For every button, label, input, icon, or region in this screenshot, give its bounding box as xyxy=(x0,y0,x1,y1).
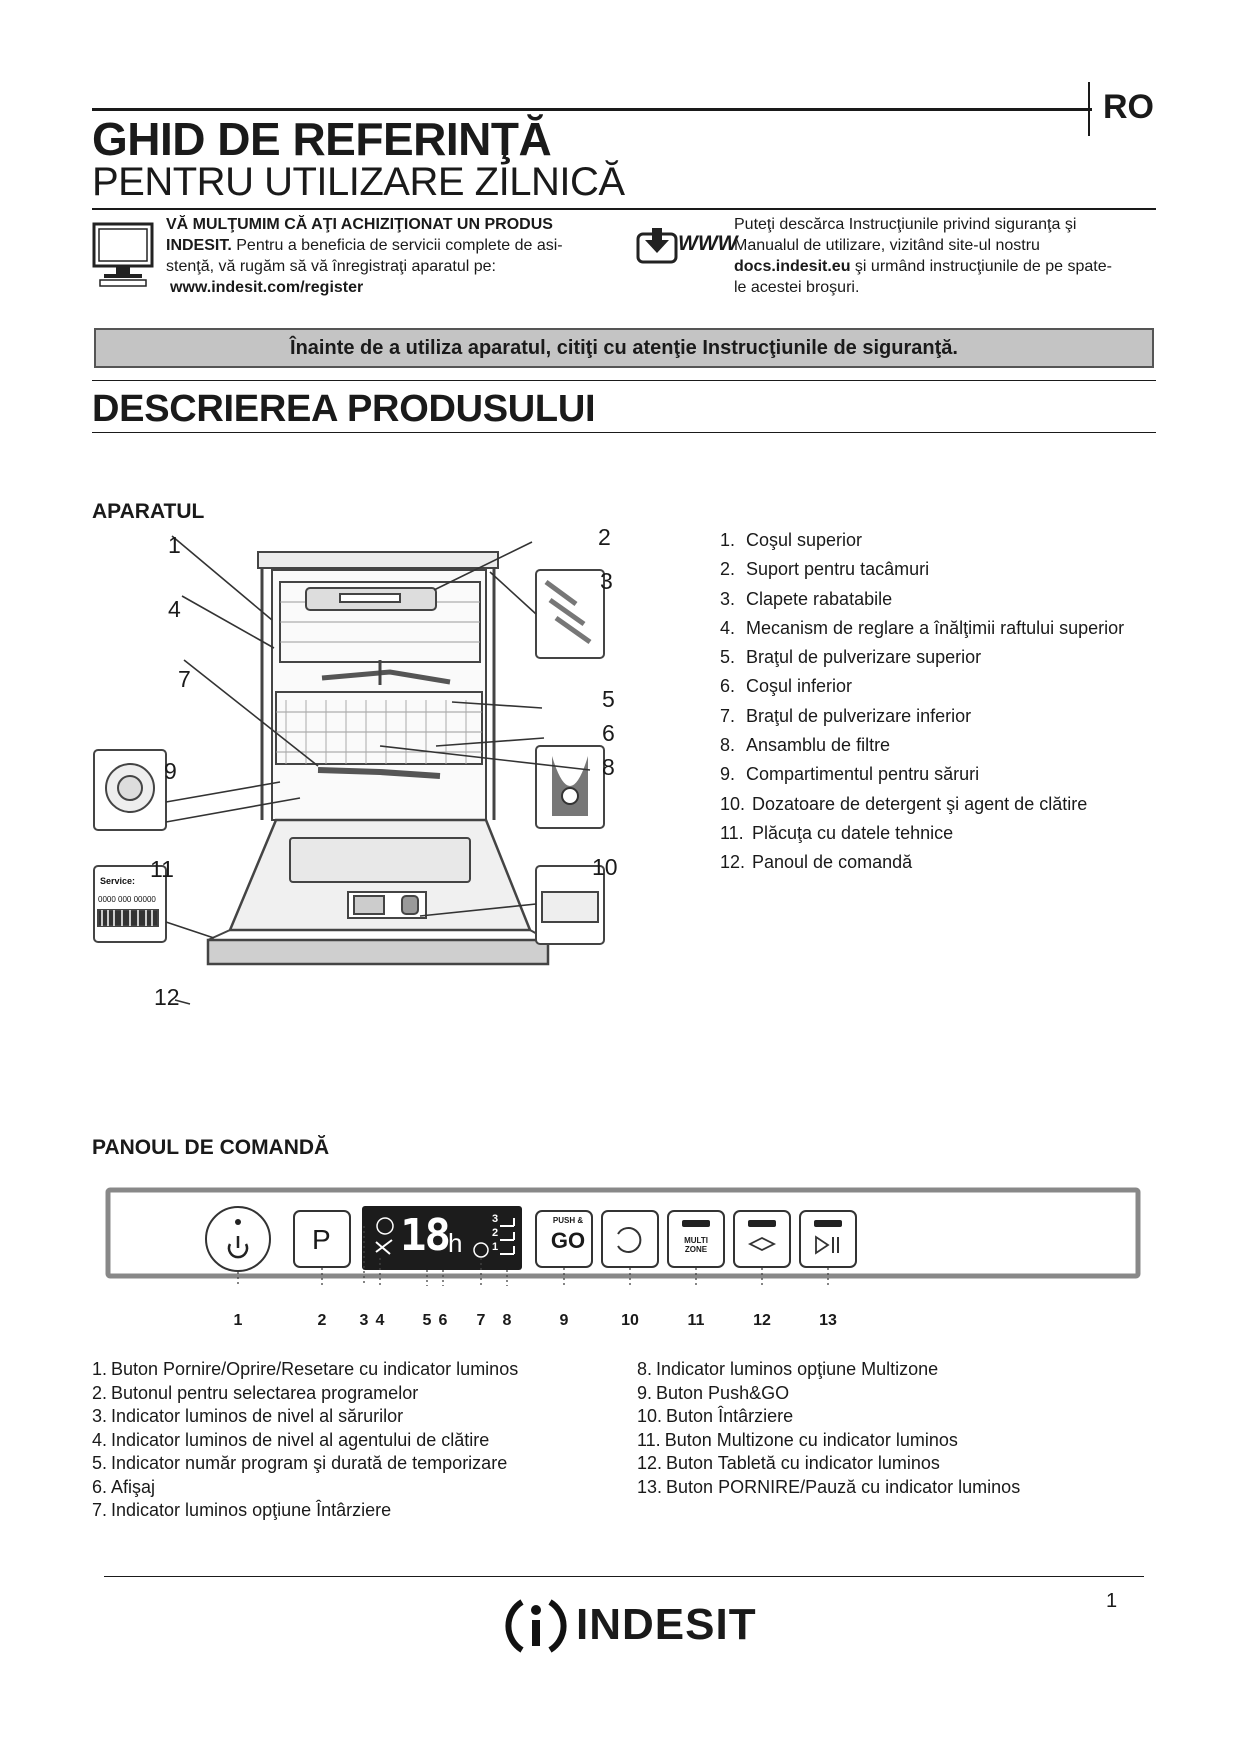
language-code: RO xyxy=(1103,88,1154,126)
callout-8: 8 xyxy=(602,754,615,780)
list-item: 12. Panoul de comandă xyxy=(720,852,913,873)
footer-rule xyxy=(104,1576,1144,1577)
callout-9: 9 xyxy=(164,758,177,784)
callout-7: 7 xyxy=(178,666,191,692)
download-line2: Manualul de utilizare, vizitând site-ul nostru xyxy=(734,237,1040,254)
barcode xyxy=(98,910,158,926)
control-panel-list-left xyxy=(92,1358,518,1523)
download-line4: le acestei broşuri. xyxy=(734,279,860,296)
panel-number-9: 9 xyxy=(559,1312,569,1329)
list-item: 10. Dozatoare de detergent şi agent de clătire xyxy=(720,793,1088,814)
download-icon xyxy=(636,226,678,266)
list-item: 4. Indicator luminos de nivel al agentului de clătire xyxy=(92,1429,490,1450)
program-button-label: P xyxy=(312,1224,331,1255)
computer-icon xyxy=(92,222,154,288)
panel-number-12: 12 xyxy=(753,1312,771,1329)
page-subtitle: PENTRU UTILIZARE ZILNICĂ xyxy=(92,160,625,204)
page-number: 1 xyxy=(1106,1590,1118,1612)
appliance-heading: APARATUL xyxy=(92,500,205,523)
delay-button xyxy=(602,1211,658,1267)
list-item: 2. Suport pentru tacâmuri xyxy=(720,559,930,580)
callout-10: 10 xyxy=(592,854,618,880)
multizone-label: MULTI ZONE xyxy=(684,1236,708,1254)
thanks-text: VĂ MULŢUMIM CĂ AŢI ACHIZIŢIONAT UN PRODUS xyxy=(166,216,553,233)
section-rule-top xyxy=(92,380,1156,381)
brand-logo: INDESIT xyxy=(576,1600,757,1649)
list-item: 8. Indicator luminos opţiune Multizone xyxy=(637,1359,939,1379)
list-item: 12. Buton Tabletă cu indicator luminos xyxy=(637,1453,940,1473)
registration-text xyxy=(166,214,606,298)
list-item: 1. Coşul superior xyxy=(720,530,863,550)
list-item: 3. Clapete rabatabile xyxy=(720,588,893,609)
zone-1: 1 xyxy=(492,1241,499,1253)
panel-number-3: 3 xyxy=(359,1312,369,1329)
download-line1: Puteţi descărca Instrucţiunile privind siguranţa şi xyxy=(734,216,1077,233)
control-panel-strip xyxy=(208,940,548,964)
control-panel-list-right xyxy=(637,1358,1020,1499)
callout-4: 4 xyxy=(168,596,181,622)
list-item: 9. Buton Push&GO xyxy=(637,1382,790,1403)
panel-number-13: 13 xyxy=(819,1312,837,1329)
callout-1: 1 xyxy=(168,532,181,558)
callout-6: 6 xyxy=(602,720,615,746)
callout-2: 2 xyxy=(598,524,611,550)
parts-list xyxy=(720,526,1124,878)
list-item: 13. Buton PORNIRE/Pauză cu indicator luminos xyxy=(637,1476,1021,1497)
list-item: 7. Indicator luminos opţiune Întârziere xyxy=(92,1500,392,1520)
list-item: 7. Braţul de pulverizare inferior xyxy=(720,705,972,726)
register-link[interactable]: www.indesit.com/register xyxy=(170,279,364,296)
zone-2: 2 xyxy=(492,1227,499,1239)
list-item: 2. Butonul pentru selectarea programelor xyxy=(92,1382,419,1403)
zone-3: 3 xyxy=(492,1213,499,1225)
header-rule xyxy=(92,108,1092,111)
callout-12: 12 xyxy=(154,984,180,1010)
download-text xyxy=(734,214,1154,298)
header-lang-divider xyxy=(1088,82,1090,136)
list-item: 9. Compartimentul pentru săruri xyxy=(720,764,980,785)
callout-5: 5 xyxy=(602,686,615,712)
control-panel-diagram xyxy=(104,1186,1146,1286)
list-item: 5. Braţul de pulverizare superior xyxy=(720,647,982,668)
section-rule-bottom xyxy=(92,432,1156,433)
docs-link[interactable]: docs.indesit.eu xyxy=(734,258,851,275)
list-item: 11. Plăcuţa cu datele tehnice xyxy=(720,822,954,843)
panel-number-4: 4 xyxy=(375,1312,385,1329)
panel-number-10: 10 xyxy=(621,1312,639,1329)
section-title: DESCRIEREA PRODUSULUI xyxy=(92,388,596,430)
door-panel xyxy=(290,838,470,882)
panel-number-11: 11 xyxy=(687,1312,705,1329)
display-digits: 18 xyxy=(400,1210,449,1261)
safety-notice: Înainte de a utiliza aparatul, citiţi cu atenţie Instrucţiunile de siguranţă. xyxy=(94,328,1154,368)
panel-number-6: 6 xyxy=(438,1312,448,1329)
download-line3: şi urmând instrucţiunile de pe spate- xyxy=(850,258,1112,275)
registration-line1: Pentru a beneficia de servicii complete de asi- xyxy=(231,237,563,254)
indesit-logo-icon xyxy=(504,1594,568,1658)
title-rule xyxy=(92,208,1156,210)
list-item: 3. Indicator luminos de nivel al sărurilor xyxy=(92,1406,404,1426)
panel-number-1: 1 xyxy=(233,1312,243,1329)
start-pause-button xyxy=(800,1211,856,1267)
list-item: 1. Buton Pornire/Oprire/Resetare cu indicator luminos xyxy=(92,1359,519,1379)
panel-number-2: 2 xyxy=(317,1312,327,1329)
list-item: 8. Ansamblu de filtre xyxy=(720,735,891,756)
list-item: 10. Buton Întârziere xyxy=(637,1406,794,1426)
push-go-top-label: PUSH & xyxy=(552,1216,584,1225)
brand-inline: INDESIT. xyxy=(166,237,232,254)
list-item: 6. Afişaj xyxy=(92,1476,156,1497)
zone-indicators xyxy=(492,1212,498,1254)
display-unit: h xyxy=(448,1228,463,1258)
callout-11: 11 xyxy=(150,856,174,882)
rating-plate-label: Service: xyxy=(100,876,136,886)
callout-3: 3 xyxy=(600,568,613,594)
page-title: GHID DE REFERINŢĂ xyxy=(92,113,552,165)
panel-number-5: 5 xyxy=(422,1312,432,1329)
panel-number-8: 8 xyxy=(502,1312,512,1329)
control-panel-heading: PANOUL DE COMANDĂ xyxy=(92,1136,330,1159)
rating-plate-number: 0000 000 00000 xyxy=(98,895,156,904)
list-item: 6. Coşul inferior xyxy=(720,676,853,697)
list-item: 11. Buton Multizone cu indicator luminos xyxy=(637,1429,958,1450)
push-go-label: GO xyxy=(550,1228,586,1253)
list-item: 4. Mecanism de reglare a înălţimii raftului superior xyxy=(720,617,1125,638)
registration-line2: stenţă, vă rugăm să vă înregistraţi aparatul pe: xyxy=(166,258,496,275)
www-label: WWW xyxy=(678,232,738,255)
dishwasher-top xyxy=(258,552,498,568)
panel-number-7: 7 xyxy=(476,1312,486,1329)
list-item: 5. Indicator număr program şi durată de temporizare xyxy=(92,1453,508,1473)
